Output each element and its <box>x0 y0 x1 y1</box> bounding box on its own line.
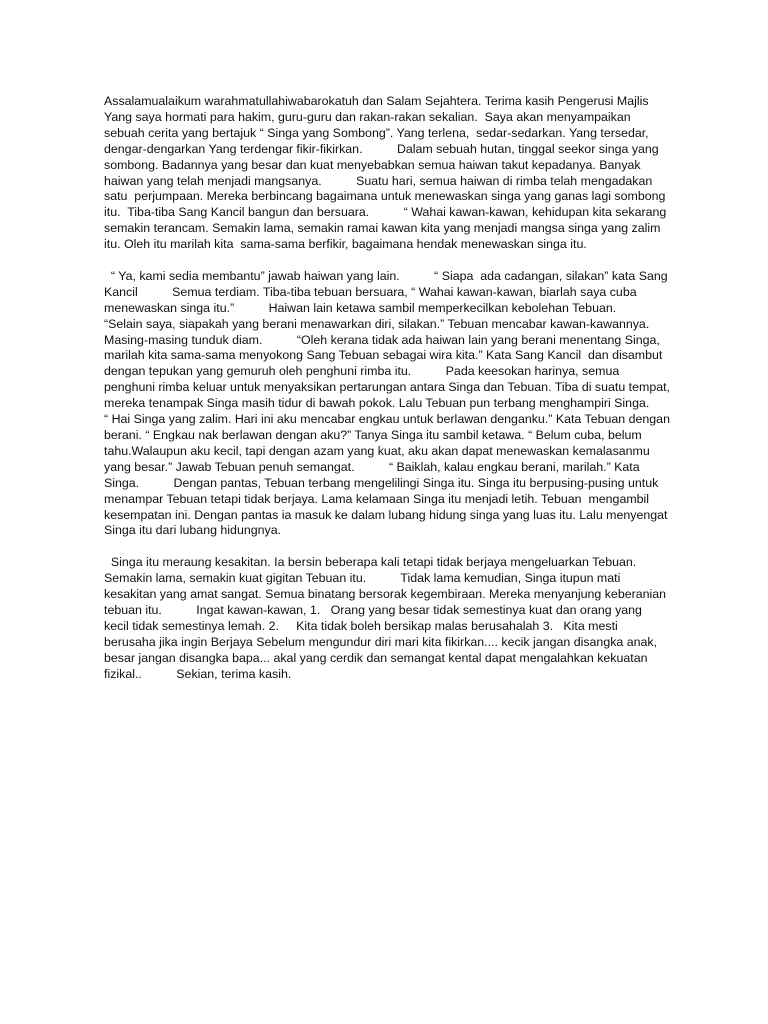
paragraph-closing: Singa itu meraung kesakitan. Ia bersin beberapa kali tetapi tidak berjaya mengeluarkan Tebuan. Semakin lama, semakin kuat gigitan Tebuan itu. Tidak lama kemudian, Singa itupun mati kesakitan yang amat sangat. Semua binatang bersorak kegembiraan. Mereka menyanjung keberanian tebuan itu. Ingat kawan-kawan, 1. Orang yang besar tidak semestinya kuat dan orang yang kecil tidak semestinya lemah. 2. Kita tidak boleh bersikap malas berusahalah 3. Kita mesti berusaha jika ingin Berjaya Sebelum mengundur diri mari kita fikirkan.... kecik jangan disangka anak, besar jangan disangka bapa... akal yang cerdik dan semangat kental dapat mengalahkan kekuatan fizikal.. Sekian, terima kasih. <box>104 555 670 681</box>
paragraph-opening: Assalamualaikum warahmatullahiwabarokatuh dan Salam Sejahtera. Terima kasih Pengerusi Majlis Yang saya hormati para hakim, guru-guru dan rakan-rakan sekalian. Saya akan menyampaikan sebuah cerita yang bertajuk “ Singa yang Sombong”. Yang terlena, sedar-sedarkan. Yang tersedar, dengar-dengarkan Yang terdengar fikir-fikirkan. Dalam sebuah hutan, tinggal seekor singa yang sombong. Badannya yang besar dan kuat menyebabkan semua haiwan takut kepadanya. Banyak haiwan yang telah menjadi mangsanya. Suatu hari, semua haiwan di rimba telah mengadakan satu perjumpaan. Mereka berbincang bagaimana untuk menewaskan singa yang ganas lagi sombong itu. Tiba-tiba Sang Kancil bangun dan bersuara. “ Wahai kawan-kawan, kehidupan kita sekarang semakin terancam. Semakin lama, semakin ramai kawan kita yang menjadi mangsa singa yang zalim itu. Oleh itu marilah kita sama-sama berfikir, bagaimana hendak menewaskan singa itu. <box>104 94 670 252</box>
document-page <box>104 94 684 683</box>
paragraph-story: “ Ya, kami sedia membantu” jawab haiwan yang lain. “ Siapa ada cadangan, silakan” kata Sang Kancil Semua terdiam. Tiba-tiba tebuan bersuara, “ Wahai kawan-kawan, biarlah saya cuba menewaskan singa itu.” Haiwan lain ketawa sambil memperkecilkan kebolehan Tebuan. “Selain saya, siapakah yang berani menawarkan diri, silakan.” Tebuan mencabar kawan-kawannya. Masing-masing tunduk diam. “Oleh kerana tidak ada haiwan lain yang berani menentang Singa, marilah kita sama-sama menyokong Sang Tebuan sebagai wira kita.” Kata Sang Kancil dan disambut dengan tepukan yang gemuruh oleh penghuni rimba itu. Pada keesokan harinya, semua penghuni rimba keluar untuk menyaksikan pertarungan antara Singa dan Tebuan. Tiba di suatu tempat, mereka tenampak Singa masih tidur di bawah pokok. Lalu Tebuan pun terbang menghampiri Singa. “ Hai Singa yang zalim. Hari ini aku mencabar engkau untuk berlawan denganku.” Kata Tebuan dengan berani. “ Engkau nak berlawan dengan aku?” Tanya Singa itu sambil ketawa. “ Belum cuba, belum tahu.Walaupun aku kecil, tapi dengan azam yang kuat, aku akan dapat menewaskan kemalasanmu yang besar.” Jawab Tebuan penuh semangat. “ Baiklah, kalau engkau berani, marilah.” Kata Singa. Dengan pantas, Tebuan terbang mengelilingi Singa itu. Singa itu berpusing-pusing untuk menampar Tebuan tetapi tidak berjaya. Lama kelamaan Singa itu menjadi letih. Tebuan mengambil kesempatan ini. Dengan pantas ia masuk ke dalam lubang hidung singa yang luas itu. Lalu menyengat Singa itu dari lubang hidungnya. <box>104 268 684 538</box>
